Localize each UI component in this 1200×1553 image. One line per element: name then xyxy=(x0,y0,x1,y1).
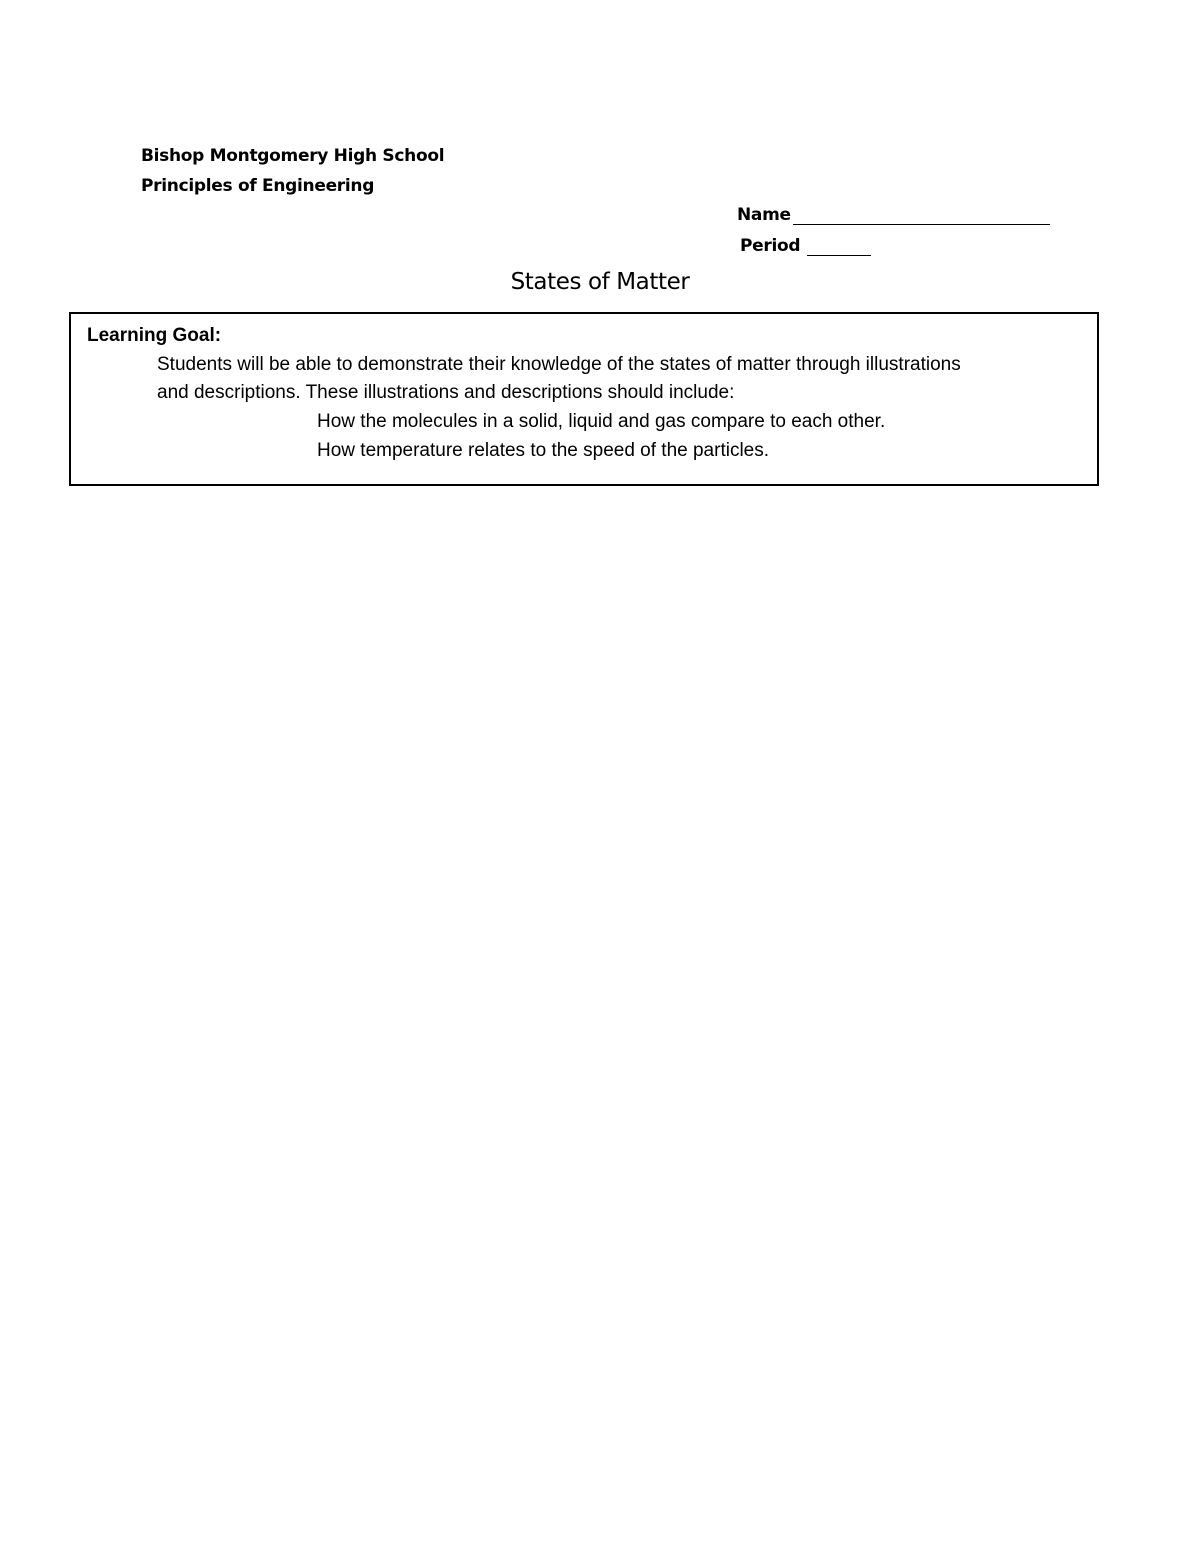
learning-goal-bullet: How the molecules in a solid, liquid and gas compare to each other. xyxy=(317,411,886,432)
period-field[interactable] xyxy=(740,236,871,256)
learning-goal-bullet: How temperature relates to the speed of the particles. xyxy=(317,440,770,461)
course-name: Principles of Engineering xyxy=(141,176,375,196)
period-label: Period xyxy=(740,236,801,256)
name-label: Name xyxy=(737,205,791,225)
learning-goal-heading: Learning Goal: xyxy=(87,325,222,346)
period-blank-line[interactable] xyxy=(807,239,871,256)
learning-goal-box xyxy=(69,312,1099,486)
name-field[interactable] xyxy=(737,205,1050,225)
learning-goal-line: Students will be able to demonstrate their knowledge of the states of matter through illustrations xyxy=(157,354,961,375)
school-name: Bishop Montgomery High School xyxy=(141,146,445,166)
name-blank-line[interactable] xyxy=(793,208,1050,225)
document-title: States of Matter xyxy=(510,269,690,295)
learning-goal-line: and descriptions. These illustrations and descriptions should include: xyxy=(157,382,735,403)
